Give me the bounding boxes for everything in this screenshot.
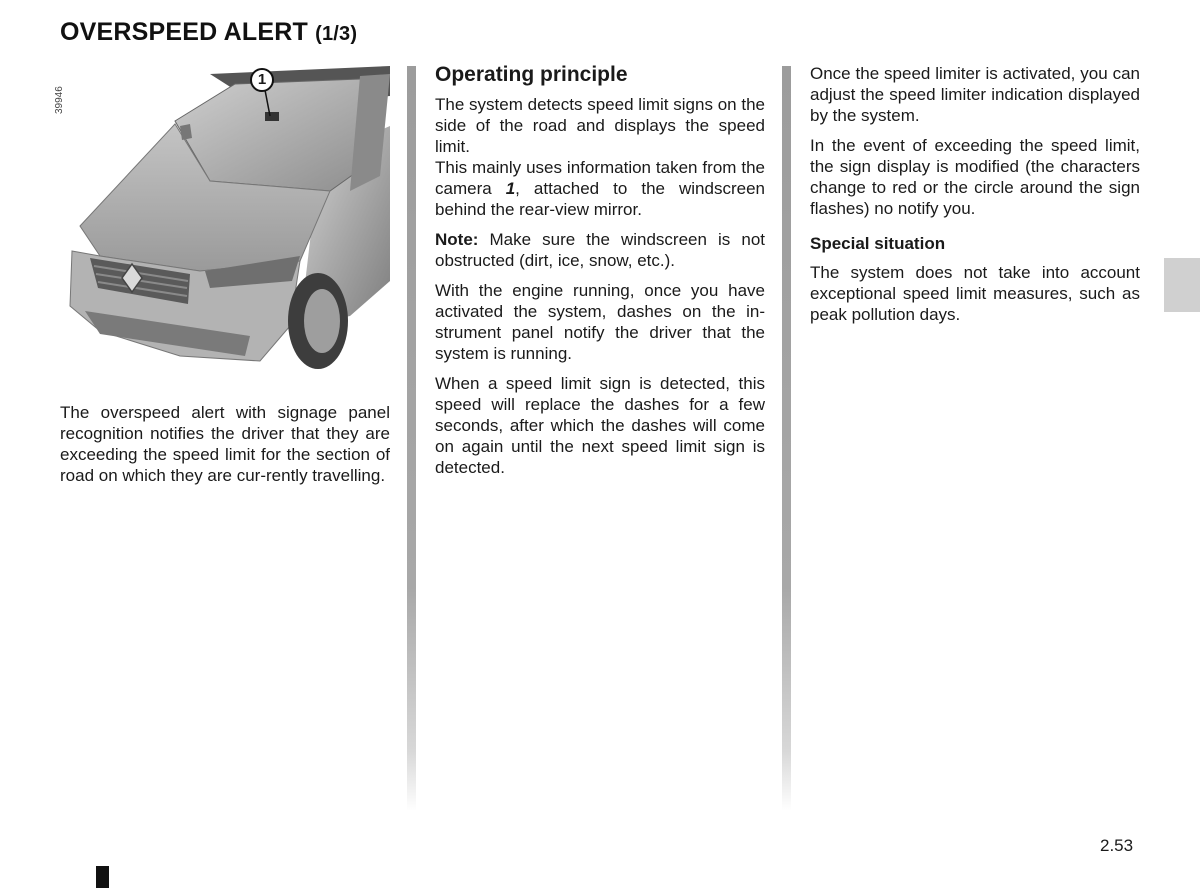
paragraph-sign-detected: When a speed limit sign is detected, this speed will replace the dashes for a few seconds, after which the dashes will come on again until the next speed limit sign is detected.: [435, 374, 765, 477]
paragraph-camera: [435, 157, 765, 220]
callout-1-marker: [250, 68, 274, 92]
note-paragraph: [435, 229, 765, 271]
paragraph-speed-limiter: Once the speed limiter is activated, you can adjust the speed limiter indication displayed by the system.: [810, 64, 1140, 125]
intro-paragraph: The overspeed alert with signage panel recognition notifies the driver that they are exceeding the speed limit for the section of road on which they are cur-rently travelling.: [60, 403, 390, 485]
paragraph-detection: [435, 94, 765, 157]
section-heading-operating-principle: Operating principle: [435, 63, 628, 86]
callout-number: 1: [257, 71, 267, 88]
column-middle: [435, 63, 765, 487]
page-number: 2.53: [1100, 836, 1134, 855]
page-title: [60, 18, 357, 47]
column-divider-2: [782, 66, 791, 811]
figure-reference-code: 39946: [54, 86, 65, 114]
note-text: Make sure the windscreen is not obstructed (dirt, ice, snow, etc.).: [435, 230, 765, 270]
paragraph-engine-running: With the engine running, once you have activated the system, dashes on the in-strument panel notify the driver that the system is running.: [435, 281, 765, 363]
chapter-tab: [1164, 258, 1200, 312]
section-heading-special-situation: Special situation: [810, 234, 946, 253]
paragraph-special-situation: The system does not take into account exceptional speed limit measures, such as peak pollution days.: [810, 263, 1140, 324]
camera-reference-number: 1: [505, 179, 516, 198]
title-text: OVERSPEED ALERT: [60, 18, 308, 46]
car-illustration: [54, 66, 390, 376]
paragraph-detection-text: The system detects speed limit signs on the side of the road and displays the speed limit.: [435, 95, 765, 156]
note-label: Note:: [435, 230, 479, 249]
paragraph-camera-text-1: This mainly uses information taken from the camera: [435, 158, 765, 198]
column-right: [810, 63, 1140, 334]
paragraph-exceeding-limit: In the event of exceeding the speed limit, the sign display is modified (the characters change to red or the circle around the sign flashes) no notify you.: [810, 136, 1140, 218]
title-part-indicator: (1/3): [315, 23, 358, 45]
car-front-view-image: [60, 66, 390, 376]
column-divider-1: [407, 66, 416, 811]
column-left: [60, 402, 390, 495]
paragraph-camera-text-2: , attached to the windscreen behind the rear-view mirror.: [435, 179, 765, 219]
crop-mark: [96, 866, 109, 888]
